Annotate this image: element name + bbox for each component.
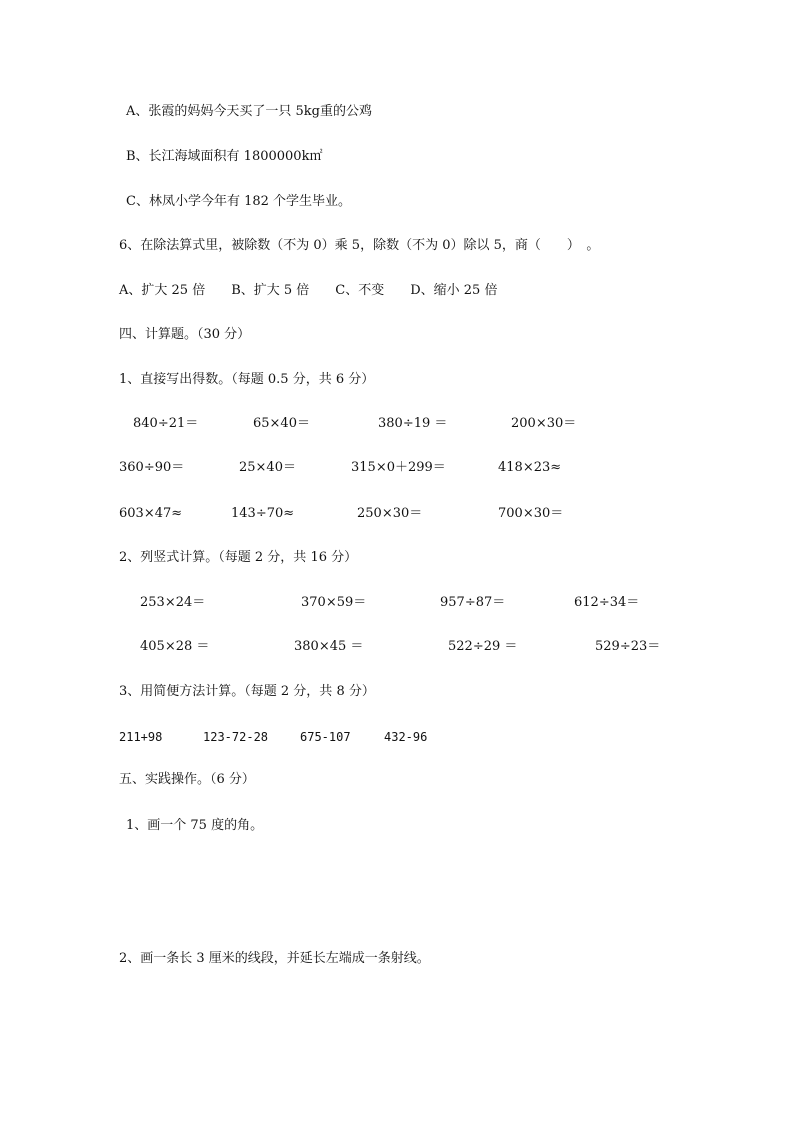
oral-calc-item: 143÷70≈ (231, 506, 295, 521)
oral-calc-item: 380÷19 ＝ (378, 416, 448, 431)
oral-calc-item: 603×47≈ (119, 506, 183, 521)
oral-calc-item: 315×0＋299＝ (351, 460, 446, 475)
oral-calc-item: 250×30＝ (357, 506, 423, 521)
oral-calc-item: 65×40＝ (253, 416, 310, 431)
simplified-calc-item: 123-72-28 (203, 730, 269, 744)
vertical-calc-item: 380×45 ＝ (294, 639, 364, 654)
option-b: B、长江海域面积有 1800000k㎡ (126, 149, 323, 164)
simplified-calc-item: 211+98 (119, 730, 163, 744)
vertical-calc-item: 529÷23＝ (595, 639, 661, 654)
simplified-calc-item: 432-96 (384, 730, 428, 744)
vertical-calc-item: 957÷87＝ (440, 595, 506, 610)
oral-calc-item: 25×40＝ (239, 460, 296, 475)
vertical-calc-item: 253×24＝ (140, 595, 206, 610)
section-4-title: 四、计算题。（30 分） (119, 327, 251, 342)
question-6-stem: 6、在除法算式里，被除数（不为 0）乘 5，除数（不为 0）除以 5，商（ ） 。 (119, 238, 600, 253)
vertical-calc-item: 370×59＝ (301, 595, 367, 610)
oral-calc-item: 700×30＝ (498, 506, 564, 521)
section-4-part-1-heading: 1、直接写出得数。（每题 0.5 分，共 6 分） (119, 372, 375, 387)
option-a: A、张霞的妈妈今天买了一只 5kg重的公鸡 (126, 104, 372, 119)
section-4-part-2-heading: 2、列竖式计算。（每题 2 分，共 16 分） (119, 550, 358, 565)
practice-item-2: 2、画一条长 3 厘米的线段，并延长左端成一条射线。 (119, 951, 430, 966)
section-4-part-3-heading: 3、用简便方法计算。（每题 2 分，共 8 分） (119, 684, 375, 699)
oral-calc-item: 200×30＝ (511, 416, 577, 431)
vertical-calc-item: 612÷34＝ (574, 595, 640, 610)
oral-calc-item: 840÷21＝ (133, 416, 199, 431)
section-5-title: 五、实践操作。（6 分） (119, 772, 255, 787)
oral-calc-item: 418×23≈ (498, 460, 562, 475)
option-c: C、林凤小学今年有 182 个学生毕业。 (126, 194, 352, 209)
vertical-calc-item: 522÷29 ＝ (448, 639, 518, 654)
vertical-calc-item: 405×28 ＝ (140, 639, 210, 654)
practice-item-1: 1、画一个 75 度的角。 (126, 818, 264, 833)
oral-calc-item: 360÷90＝ (119, 460, 185, 475)
simplified-calc-item: 675-107 (300, 730, 351, 744)
question-6-choices: A、扩大 25 倍 B、扩大 5 倍 C、不变 D、缩小 25 倍 (119, 283, 498, 298)
